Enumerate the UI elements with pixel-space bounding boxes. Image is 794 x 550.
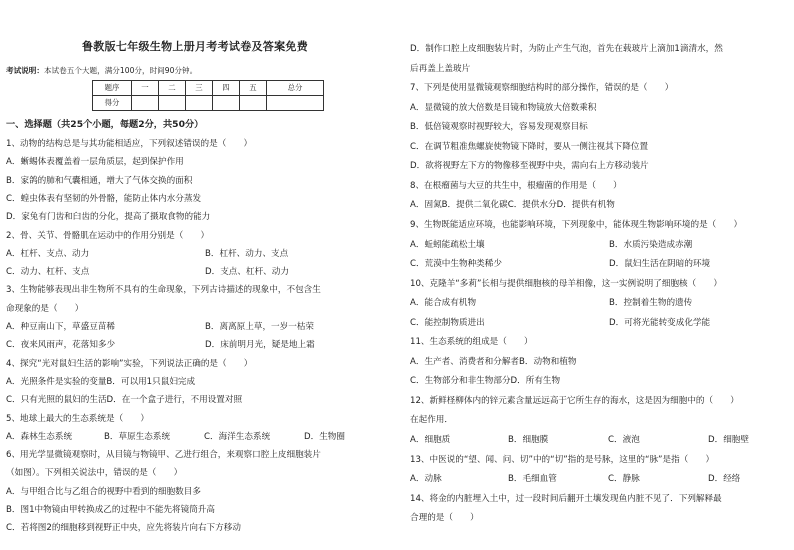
question-line: 后再盖上盖玻片 (410, 63, 471, 74)
option-b: B．毛细血管 (508, 474, 557, 485)
score-cell (186, 96, 213, 111)
option-b: B．离离原上草，一岁一枯荣 (205, 322, 315, 332)
score-table-score-row (93, 96, 324, 111)
option-a: A．生产者、消费者和分解者B．动物和植物 (410, 356, 577, 367)
option-b: D．床前明月光，疑是地上霜 (205, 340, 315, 351)
score-cell (159, 96, 186, 111)
question-line: 2、骨、关节、骨骼肌在运动中的作用分别是（ ） (6, 230, 210, 241)
question-line: A．蜥蜴体表覆盖着一层角质层，起到保护作用 (6, 157, 184, 168)
option-a: C．夜来风雨声，花落知多少 (6, 340, 116, 351)
option-b: B．控制着生物的遗传 (609, 298, 693, 309)
question-line: A．固氮B．提供二氧化碳C．提供水分D．提供有机物 (410, 200, 615, 211)
question-line: 在起作用． (410, 415, 453, 426)
question-line: 命现象的是（ ） (6, 303, 84, 314)
question-line: C．若将图2的细胞移到视野正中央，应先将装片向右下方移动 (6, 523, 241, 534)
question-line: 10、克隆羊“多莉”长相与提供细胞核的母羊相像，这一实例说明了细胞核（ ） (410, 278, 723, 289)
option-c: C．液泡 (608, 435, 640, 445)
question-line: 11、生态系统的组成是（ ） (410, 337, 533, 348)
score-header-cell: 四 (213, 81, 240, 96)
option-a: A．能合成有机物 (410, 298, 477, 309)
question-line: A．光照条件是实验的变量B．可以用1只鼠妇完成 (6, 376, 196, 387)
option-d: D．细胞壁 (708, 435, 749, 445)
exam-note-label: 考试说明： (6, 66, 44, 75)
option-b: D．鼠妇生活在阴暗的环境 (609, 259, 711, 270)
option-c: C．海洋生态系统 (204, 431, 271, 442)
score-cell (267, 96, 324, 111)
score-cell (213, 96, 240, 111)
question-line: D．制作口腔上皮细胞装片时，为防止产生气泡，首先在载玻片上滴加1滴清水，然 (410, 44, 723, 54)
question-line: D．家兔有门齿和臼齿的分化，提高了摄取食物的能力 (6, 212, 211, 223)
option-b: B．细胞膜 (508, 435, 549, 445)
question-line: 合理的是（ ） (410, 513, 479, 524)
score-header-cell: 题序 (93, 81, 132, 96)
question-line: 1、动物的结构总是与其功能相适应，下列叙述错误的是（ ） (6, 139, 253, 149)
question-line: （如图）。下列相关说法中，错误的是（ ） (6, 468, 183, 479)
option-a: A．细胞质 (410, 435, 451, 445)
option-a: A．种豆南山下，草盛豆苗稀 (6, 322, 116, 332)
exam-note (6, 66, 197, 75)
question-line: A．与甲组合比与乙组合的视野中看到的细胞数目多 (6, 486, 201, 497)
option-a: A．杠杆、支点、动力 (6, 248, 90, 259)
score-header-cell: 三 (186, 81, 213, 96)
score-table-header-row (93, 81, 324, 96)
question-line: B．家鸽的肺和气囊相通，增大了气体交换的面积 (6, 175, 193, 186)
option-d: D．生物圈 (304, 431, 345, 442)
score-cell (240, 96, 267, 111)
option-d: D．经络 (708, 474, 741, 485)
question-line: 14、将金的内脏埋入土中，过一段时间后翻开土壤发现鱼内脏不见了．下列解释最 (410, 493, 722, 504)
option-b: D．支点、杠杆、动力 (205, 267, 289, 278)
option-a: C．能控制物质进出 (410, 317, 485, 328)
score-table (92, 80, 324, 111)
option-a: C．动力、杠杆、支点 (6, 267, 90, 278)
score-header-cell: 五 (240, 81, 267, 96)
question-line: A．显微镜的放大倍数是目镜和物镜放大倍数乘积 (410, 102, 597, 113)
option-c: C．静脉 (608, 474, 640, 485)
question-line: C．在调节粗准焦螺旋使物镜下降时，要从一侧注视其下降位置 (410, 141, 649, 152)
question-line: 8、在根瘤菌与大豆的共生中，根瘤菌的作用是（ ） (410, 180, 622, 191)
question-line: D．欲将视野左下方的物像移至视野中央，需向右上方移动装片 (410, 161, 649, 172)
question-line: 12、新鲜柽柳体内的锌元素含量远远高于它所生存的海水，这是因为细胞中的（ ） (410, 395, 739, 406)
exam-note-text: 本试卷五个大题，满分100分，时间90分钟。 (43, 66, 198, 75)
page-title: 鲁教版七年级生物上册月考考试卷及答案免费 (82, 40, 308, 53)
option-b: B．杠杆、动力、支点 (205, 248, 289, 259)
option-b: D．可将光能转变成化学能 (609, 317, 711, 328)
question-line: 6、用光学显微镜观察时，从目镜与物镜甲、乙进行组合，来观察口腔上皮细胞装片 (6, 450, 321, 461)
score-cell (132, 96, 159, 111)
score-row-label: 得分 (93, 96, 132, 111)
question-line: 7、下列是使用显微镜观察细胞结构时的部分操作，错误的是（ ） (410, 83, 674, 94)
score-header-cell: 一 (132, 81, 159, 96)
question-line: C．只有光照的鼠妇的生活D．在一个盒子进行，不用设置对照 (6, 395, 243, 406)
option-a: C．荒漠中生物种类稀少 (410, 259, 502, 270)
question-line: 4、探究“光对鼠妇生活的影响”实验，下列说法正确的是（ ） (6, 358, 253, 369)
question-line: B．图1中物镜由甲转换成乙的过程中不能先将镜筒升高 (6, 505, 216, 515)
option-a: A．蚯蚓能疏松土壤 (410, 239, 485, 250)
option-a: C．生物部分和非生物部分D．所有生物 (410, 376, 561, 387)
question-line: C．蝗虫体表有坚韧的外骨骼，能防止体内水分蒸发 (6, 193, 202, 204)
question-line: 5、地球上最大的生态系统是（ ） (6, 413, 149, 424)
question-line: B．低倍镜观察时视野较大，容易发现观察目标 (410, 122, 588, 133)
section-title: 一、选择题（共25个小题，每题2分，共50分） (6, 119, 204, 130)
score-header-cell: 二 (159, 81, 186, 96)
option-b: B．草原生态系统 (104, 431, 171, 442)
question-line: 3、生物能够表现出非生物所不具有的生命现象，下列古诗描述的现象中，不包含生 (6, 285, 321, 296)
option-a: A．森林生态系统 (6, 431, 73, 442)
question-line: 13、中医说的“望、闻、问、切”中的“切”指的是号脉，这里的“脉”是指（ ） (410, 454, 715, 465)
option-a: A．动脉 (410, 474, 442, 485)
score-header-cell: 总分 (267, 81, 324, 96)
option-b: B．水质污染造成赤潮 (609, 239, 693, 250)
question-line: 9、生物既能适应环境，也能影响环境，下列现象中，能体现生物影响环境的是（ ） (410, 219, 743, 230)
